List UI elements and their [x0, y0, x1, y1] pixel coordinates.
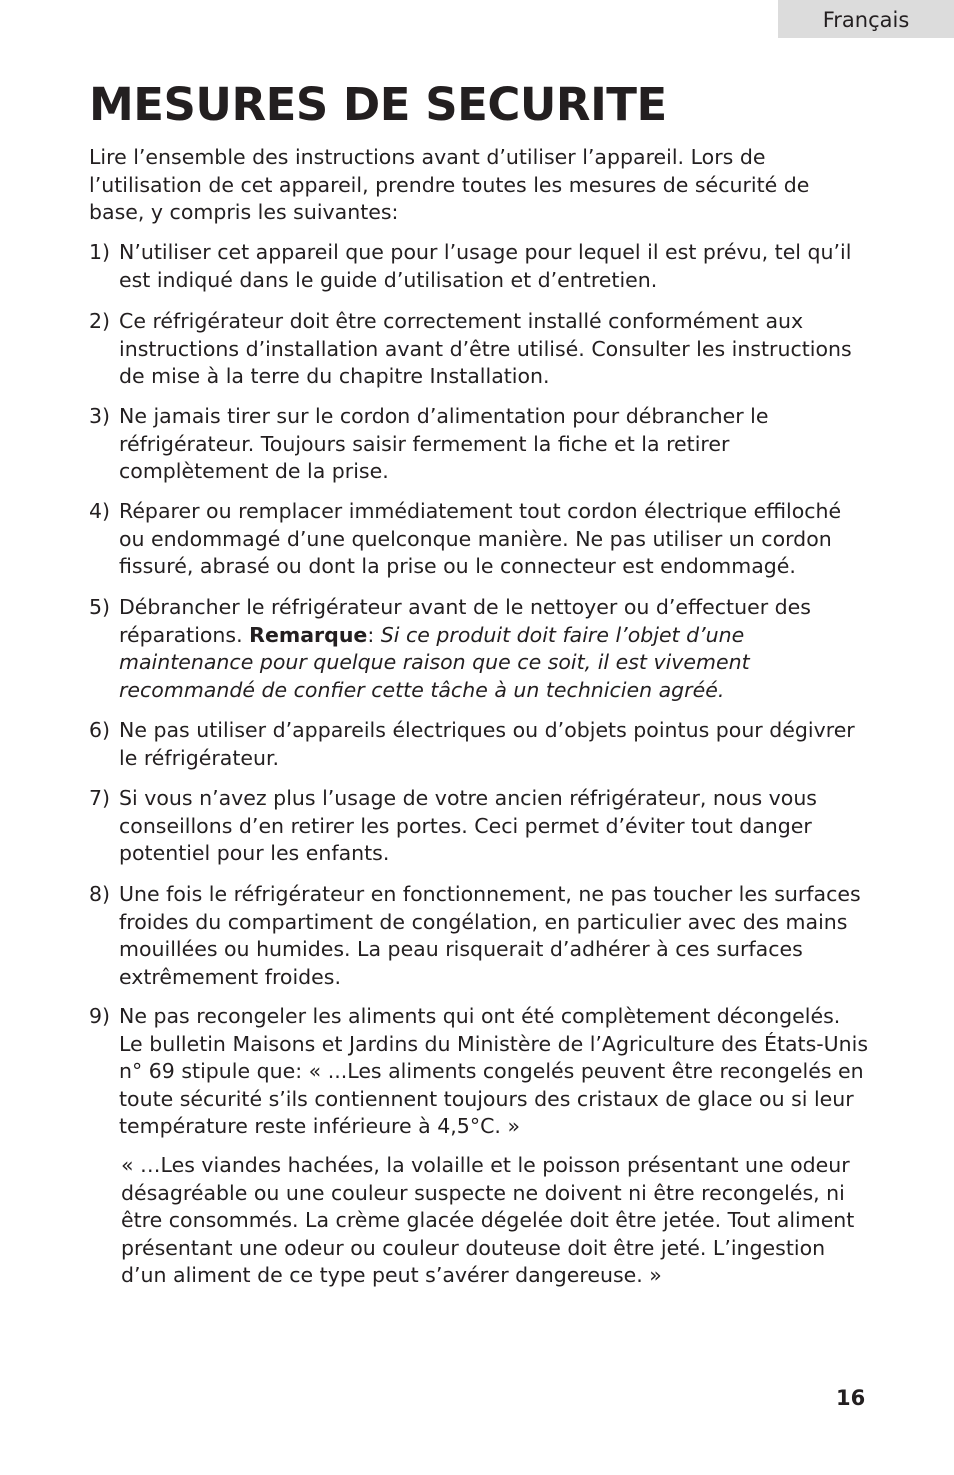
item-number: 8) [89, 882, 111, 906]
page-number: 16 [836, 1386, 866, 1410]
item-text: N’utiliser cet appareil que pour l’usage pour lequel il est prévu, tel qu’il est indiqué dans le guide d’utilisation et d’entretien. [119, 240, 852, 292]
list-item [89, 881, 869, 991]
item-number: 7) [89, 786, 111, 810]
list-item [89, 785, 869, 868]
list-item [89, 403, 869, 486]
list-item [89, 594, 869, 704]
page-title: MESURES DE SECURITE [89, 78, 667, 131]
quote-paragraph: « …Les viandes hachées, la volaille et le poisson présentant une odeur désagréable ou une couleur suspecte ne doivent ni être recongelés, ni être consommés. La crème glacée dégelée doit être jetée. Tout aliment présentant une odeur ou couleur douteuse doit être jeté. L’ingestion d’un aliment de ce type peut s’avérer dangereuse. » [121, 1153, 855, 1287]
item-number: 5) [89, 595, 111, 619]
item-number: 6) [89, 718, 111, 742]
list-item [89, 498, 869, 581]
item-text: Ne jamais tirer sur le cordon d’alimentation pour débrancher le réfrigérateur. Toujours saisir fermement la fiche et la retirer complètement de la prise. [119, 404, 769, 483]
item-number: 2) [89, 309, 111, 333]
item-text: Ne pas recongeler les aliments qui ont été complètement décongelés. Le bulletin Maisons et Jardins du Ministère de l’Agriculture des États-Unis n° 69 stipule que: « ...Les aliments congelés peuvent être recongelés en toute sécurité s’ils contiennent toujours des cristaux de glace ou si leur température reste inférieure à 4,5°C. » [119, 1004, 869, 1138]
item-text: Si vous n’avez plus l’usage de votre ancien réfrigérateur, nous vous conseillons d’en retirer les portes. Ceci permet d’éviter tout danger potentiel pour les enfants. [119, 786, 817, 865]
note-text: Si ce produit doit faire l’objet d’une maintenance pour quelque raison que ce soit, il est vivement recommandé de confier cette tâche à un technicien agréé. [119, 622, 750, 702]
list-item [89, 1003, 869, 1141]
item-number: 3) [89, 404, 111, 428]
list-item [89, 717, 869, 772]
item-text [119, 594, 869, 704]
item-number: 1) [89, 240, 111, 264]
item-text: Réparer ou remplacer immédiatement tout cordon électrique effiloché ou endommagé d’une quelconque manière. Ne pas utiliser un cordon fissuré, abrasé ou dont la prise ou le connecteur est endommagé. [119, 499, 842, 578]
note-separator: : [367, 622, 375, 647]
item-text: Une fois le réfrigérateur en fonctionnement, ne pas toucher les surfaces froides du compartiment de congélation, en particulier avec des mains mouillées ou humides. La peau risquerait d’adhérer à ces surfaces extrêmement froides. [119, 882, 861, 989]
item-text: Ce réfrigérateur doit être correctement installé conformément aux instructions d’installation avant d’être utilisé. Consulter les instructions de mise à la terre du chapitre Installation. [119, 309, 852, 388]
item-number: 4) [89, 499, 111, 523]
intro-paragraph: Lire l’ensemble des instructions avant d’utiliser l’appareil. Lors de l’utilisation de cet appareil, prendre toutes les mesures de sécurité de base, y compris les suivantes: [89, 145, 810, 224]
list-item [89, 239, 869, 294]
language-tab: Français [778, 0, 954, 38]
note-label: Remarque [249, 622, 368, 647]
item-text-main: Débrancher le réfrigérateur avant de le nettoyer ou d’effectuer des réparations. [119, 595, 811, 647]
item-number: 9) [89, 1004, 111, 1028]
item-text: Ne pas utiliser d’appareils électriques ou d’objets pointus pour dégivrer le réfrigérateur. [119, 718, 855, 770]
list-item [89, 308, 869, 391]
